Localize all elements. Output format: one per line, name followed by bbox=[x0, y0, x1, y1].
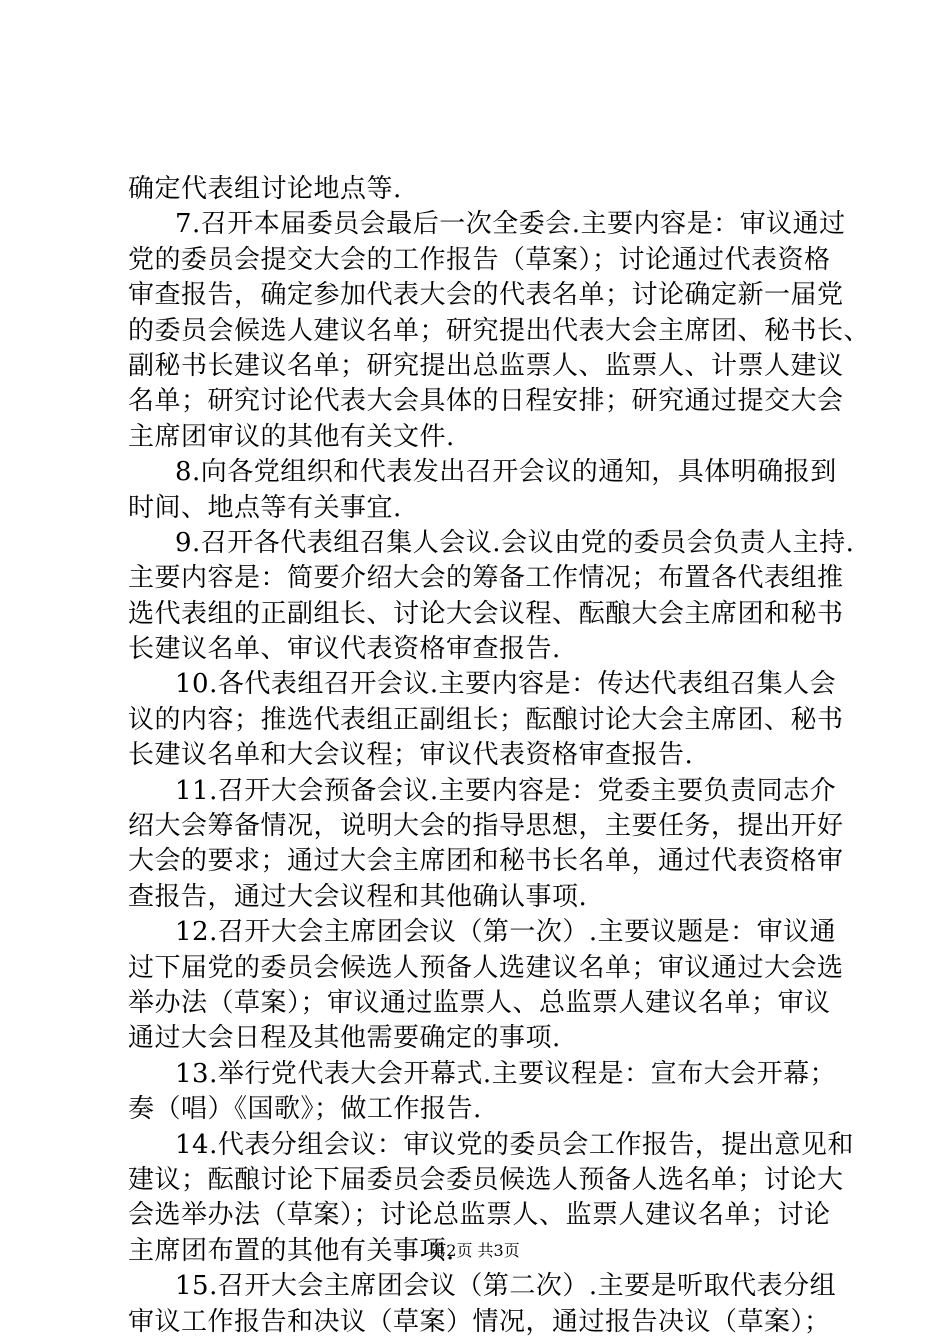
text-line: 的委员会候选人建议名单；研究提出代表大会主席团、秘书长、 bbox=[128, 315, 871, 346]
text-line: 长建议名单、审议代表资格审查报告. bbox=[128, 634, 561, 665]
text-line: 9.召开各代表组召集人会议.会议由党的委员会负责人主持. bbox=[175, 527, 855, 558]
text-line: 过下届党的委员会候选人预备人选建议名单；审议通过大会选 bbox=[128, 952, 844, 983]
text-line: 15.召开大会主席团会议（第二次）.主要是听取代表分组 bbox=[175, 1271, 837, 1302]
text-line: 党的委员会提交大会的工作报告（草案）；讨论通过代表资格 bbox=[128, 244, 831, 275]
text-line: 13.举行党代表大会开幕式.主要议程是：宣布大会开幕； bbox=[175, 1058, 837, 1089]
text-line: 主要内容是：简要介绍大会的筹备工作情况；布置各代表组推 bbox=[128, 563, 844, 594]
text-line: 选代表组的正副组长、讨论大会议程、酝酿大会主席团和秘书 bbox=[128, 598, 844, 629]
text-line: 奏（唱）《国歌》；做工作报告. bbox=[128, 1094, 482, 1125]
text-line: 10.各代表组召开会议.主要内容是：传达代表组召集人会 bbox=[175, 669, 837, 700]
text-line: 确定代表组讨论地点等. bbox=[128, 174, 402, 204]
text-line: 举办法（草案）；审议通过监票人、总监票人建议名单；审议 bbox=[128, 987, 831, 1018]
text-line: 名单；研究讨论代表大会具体的日程安排；研究通过提交大会 bbox=[128, 386, 844, 417]
text-line: 11.召开大会预备会议.主要内容是：党委主要负责同志介 bbox=[175, 775, 837, 806]
text-line: 查报告，通过大会议程和其他确认事项. bbox=[128, 881, 588, 912]
text-line: 长建议名单和大会议程；审议代表资格审查报告. bbox=[128, 740, 694, 771]
text-line: 主席团布置的其他有关事项. bbox=[128, 1235, 455, 1266]
document-body bbox=[128, 172, 871, 1340]
text-line: 副秘书长建议名单；研究提出总监票人、监票人、计票人建议 bbox=[128, 350, 844, 381]
text-line: 审查报告，确定参加代表大会的代表名单；讨论确定新一届党 bbox=[128, 280, 844, 311]
text-line: 主席团审议的其他有关文件. bbox=[128, 421, 455, 452]
text-line: 通过大会日程及其他需要确定的事项. bbox=[128, 1023, 561, 1054]
text-line: 14.代表分组会议：审议党的委员会工作报告，提出意见和 bbox=[175, 1129, 854, 1160]
text-line: 7.召开本届委员会最后一次全委会.主要内容是：审议通过 bbox=[175, 209, 846, 240]
text-line: 8.向各党组织和代表发出召开会议的通知，具体明确报到 bbox=[175, 457, 837, 488]
text-line: 建议；酝酿讨论下届委员会委员候选人预备人选名单；讨论大 bbox=[128, 1164, 844, 1195]
text-line: 12.召开大会主席团会议（第一次）.主要议题是：审议通 bbox=[175, 917, 837, 948]
text-line: 大会的要求；通过大会主席团和秘书长名单，通过代表资格审 bbox=[128, 846, 844, 877]
text-line: 会选举办法（草案）；讨论总监票人、监票人建议名单；讨论 bbox=[128, 1200, 831, 1231]
text-line: 审议工作报告和决议（草案）情况，通过报告决议（草案）； bbox=[128, 1306, 831, 1337]
page-footer: 第2页 共3页 bbox=[430, 1241, 520, 1260]
text-line: 时间、地点等有关事宜. bbox=[128, 492, 402, 523]
text-line: 绍大会筹备情况，说明大会的指导思想，主要任务，提出开好 bbox=[128, 811, 844, 842]
text-line: 议的内容；推选代表组正副组长；酝酿讨论大会主席团、秘书 bbox=[128, 704, 844, 735]
